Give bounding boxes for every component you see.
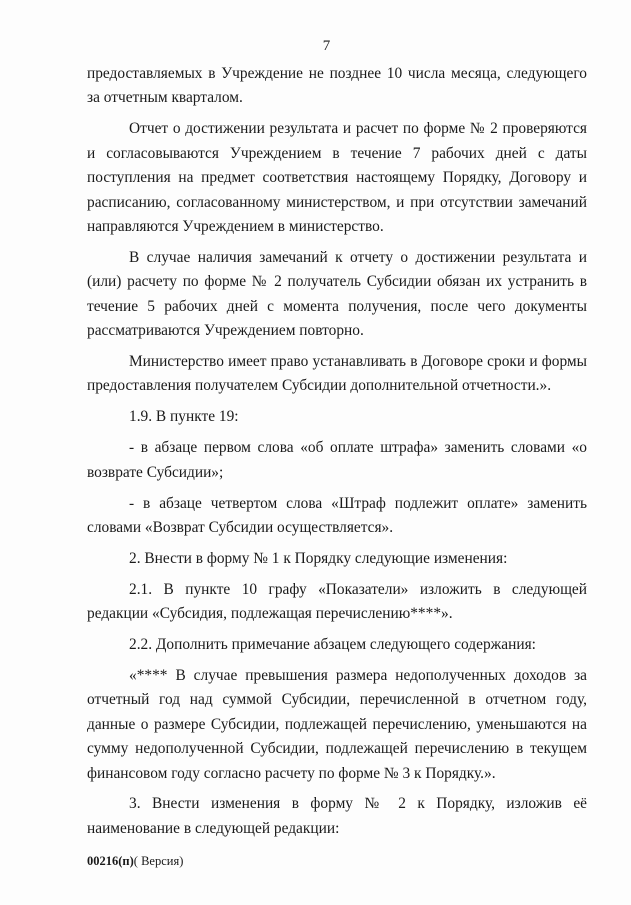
paragraph-item-2-2: 2.2. Дополнить примечание абзацем следующего содержания: xyxy=(129,636,536,654)
paragraph-remarks: В случае наличия замечаний к отчету о достижении результата и (или) расчету по форме № 2 получатель Субсидии обязан их устранить в течение 5 рабочих дней с момента получения, после чего документы рассматриваются Учреждением повторно. xyxy=(87,248,587,340)
document-code: 00216(п) xyxy=(87,854,134,868)
document-body xyxy=(87,62,587,848)
document-footer xyxy=(87,849,183,873)
paragraph-item-2-1: 2.1. В пункте 10 графу «Показатели» изложить в следующей редакции «Субсидия, подлежащая перечислению****». xyxy=(87,580,587,623)
paragraph-report-check: Отчет о достижении результата и расчет по форме № 2 проверяются и согласовываются Учреждением в течение 7 рабочих дней с даты поступления на предмет соответствия настоящему Порядку, Договору и расписанию, согласованному министерством, и при отсутствии замечаний направляются Учреждением в министерство. xyxy=(87,120,587,235)
paragraph-item-1-9: 1.9. В пункте 19: xyxy=(129,408,239,426)
document-version: ( Версия) xyxy=(133,854,184,868)
page-number: 7 xyxy=(322,38,331,54)
paragraph-first-abzac: - в абзаце первом слова «об оплате штрафа» заменить словами «о возврате Субсидии»; xyxy=(87,439,587,481)
paragraph-ministry-right: Министерство имеет право устанавливать в Договоре сроки и формы предоставления получателем Субсидии дополнительной отчетности.». xyxy=(87,352,587,395)
paragraph-fourth-abzac: - в абзаце четвертом слова «Штраф подлежит оплате» заменить словами «Возврат Субсидии осуществляется». xyxy=(87,494,587,536)
paragraph-footnote-text: «**** В случае превышения размера недополученных доходов за отчетный год над суммой Субсидии, перечисленной в отчетном году, данные о размере Субсидии, подлежащей перечислению, уменьшаются на сумму недополученной Субсидии, подлежащей перечислению в текущем финансовом году согласно расчету по форме № 3 к Порядку.». xyxy=(87,666,587,782)
paragraph-continuation: предоставляемых в Учреждение не позднее 10 числа месяца, следующего за отчетным кварталом. xyxy=(87,65,587,107)
paragraph-item-2: 2. Внести в форму № 1 к Порядку следующие изменения: xyxy=(129,549,508,567)
paragraph-item-3: 3. Внести изменения в форму № 2 к Порядку, изложив её наименование в следующей редакции: xyxy=(87,795,587,837)
